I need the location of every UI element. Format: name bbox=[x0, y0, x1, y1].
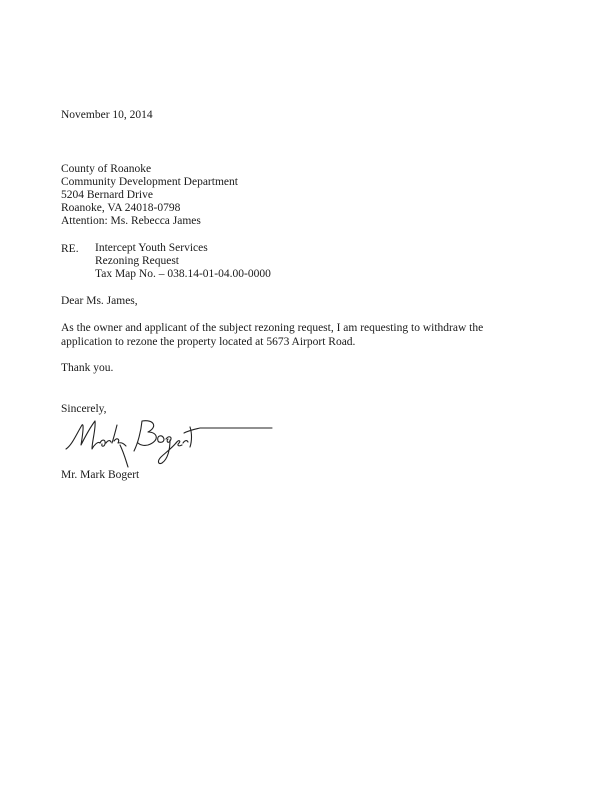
reference-line: Tax Map No. – 038.14-01-04.00-0000 bbox=[95, 268, 271, 280]
letter-date: November 10, 2014 bbox=[61, 109, 153, 121]
valediction: Sincerely, bbox=[61, 403, 107, 415]
recipient-line: Roanoke, VA 24018-0798 bbox=[61, 202, 181, 214]
closing-line: Thank you. bbox=[61, 362, 114, 374]
signatory-name: Mr. Mark Bogert bbox=[61, 469, 140, 481]
reference-label: RE. bbox=[61, 243, 79, 255]
body-paragraph bbox=[61, 321, 531, 349]
recipient-line: Community Development Department bbox=[61, 176, 238, 188]
body-line: As the owner and applicant of the subject rezoning request, I am requesting to withdraw the bbox=[61, 322, 484, 334]
reference-block bbox=[95, 242, 271, 281]
salutation: Dear Ms. James, bbox=[61, 295, 138, 307]
recipient-line: 5204 Bernard Drive bbox=[61, 189, 153, 201]
recipient-line: Attention: Ms. Rebecca James bbox=[61, 215, 201, 227]
body-line: application to rezone the property located at 5673 Airport Road. bbox=[61, 336, 356, 348]
reference-line: Intercept Youth Services bbox=[95, 242, 208, 254]
recipient-address bbox=[61, 163, 238, 228]
reference-line: Rezoning Request bbox=[95, 255, 179, 267]
recipient-line: County of Roanoke bbox=[61, 163, 152, 175]
